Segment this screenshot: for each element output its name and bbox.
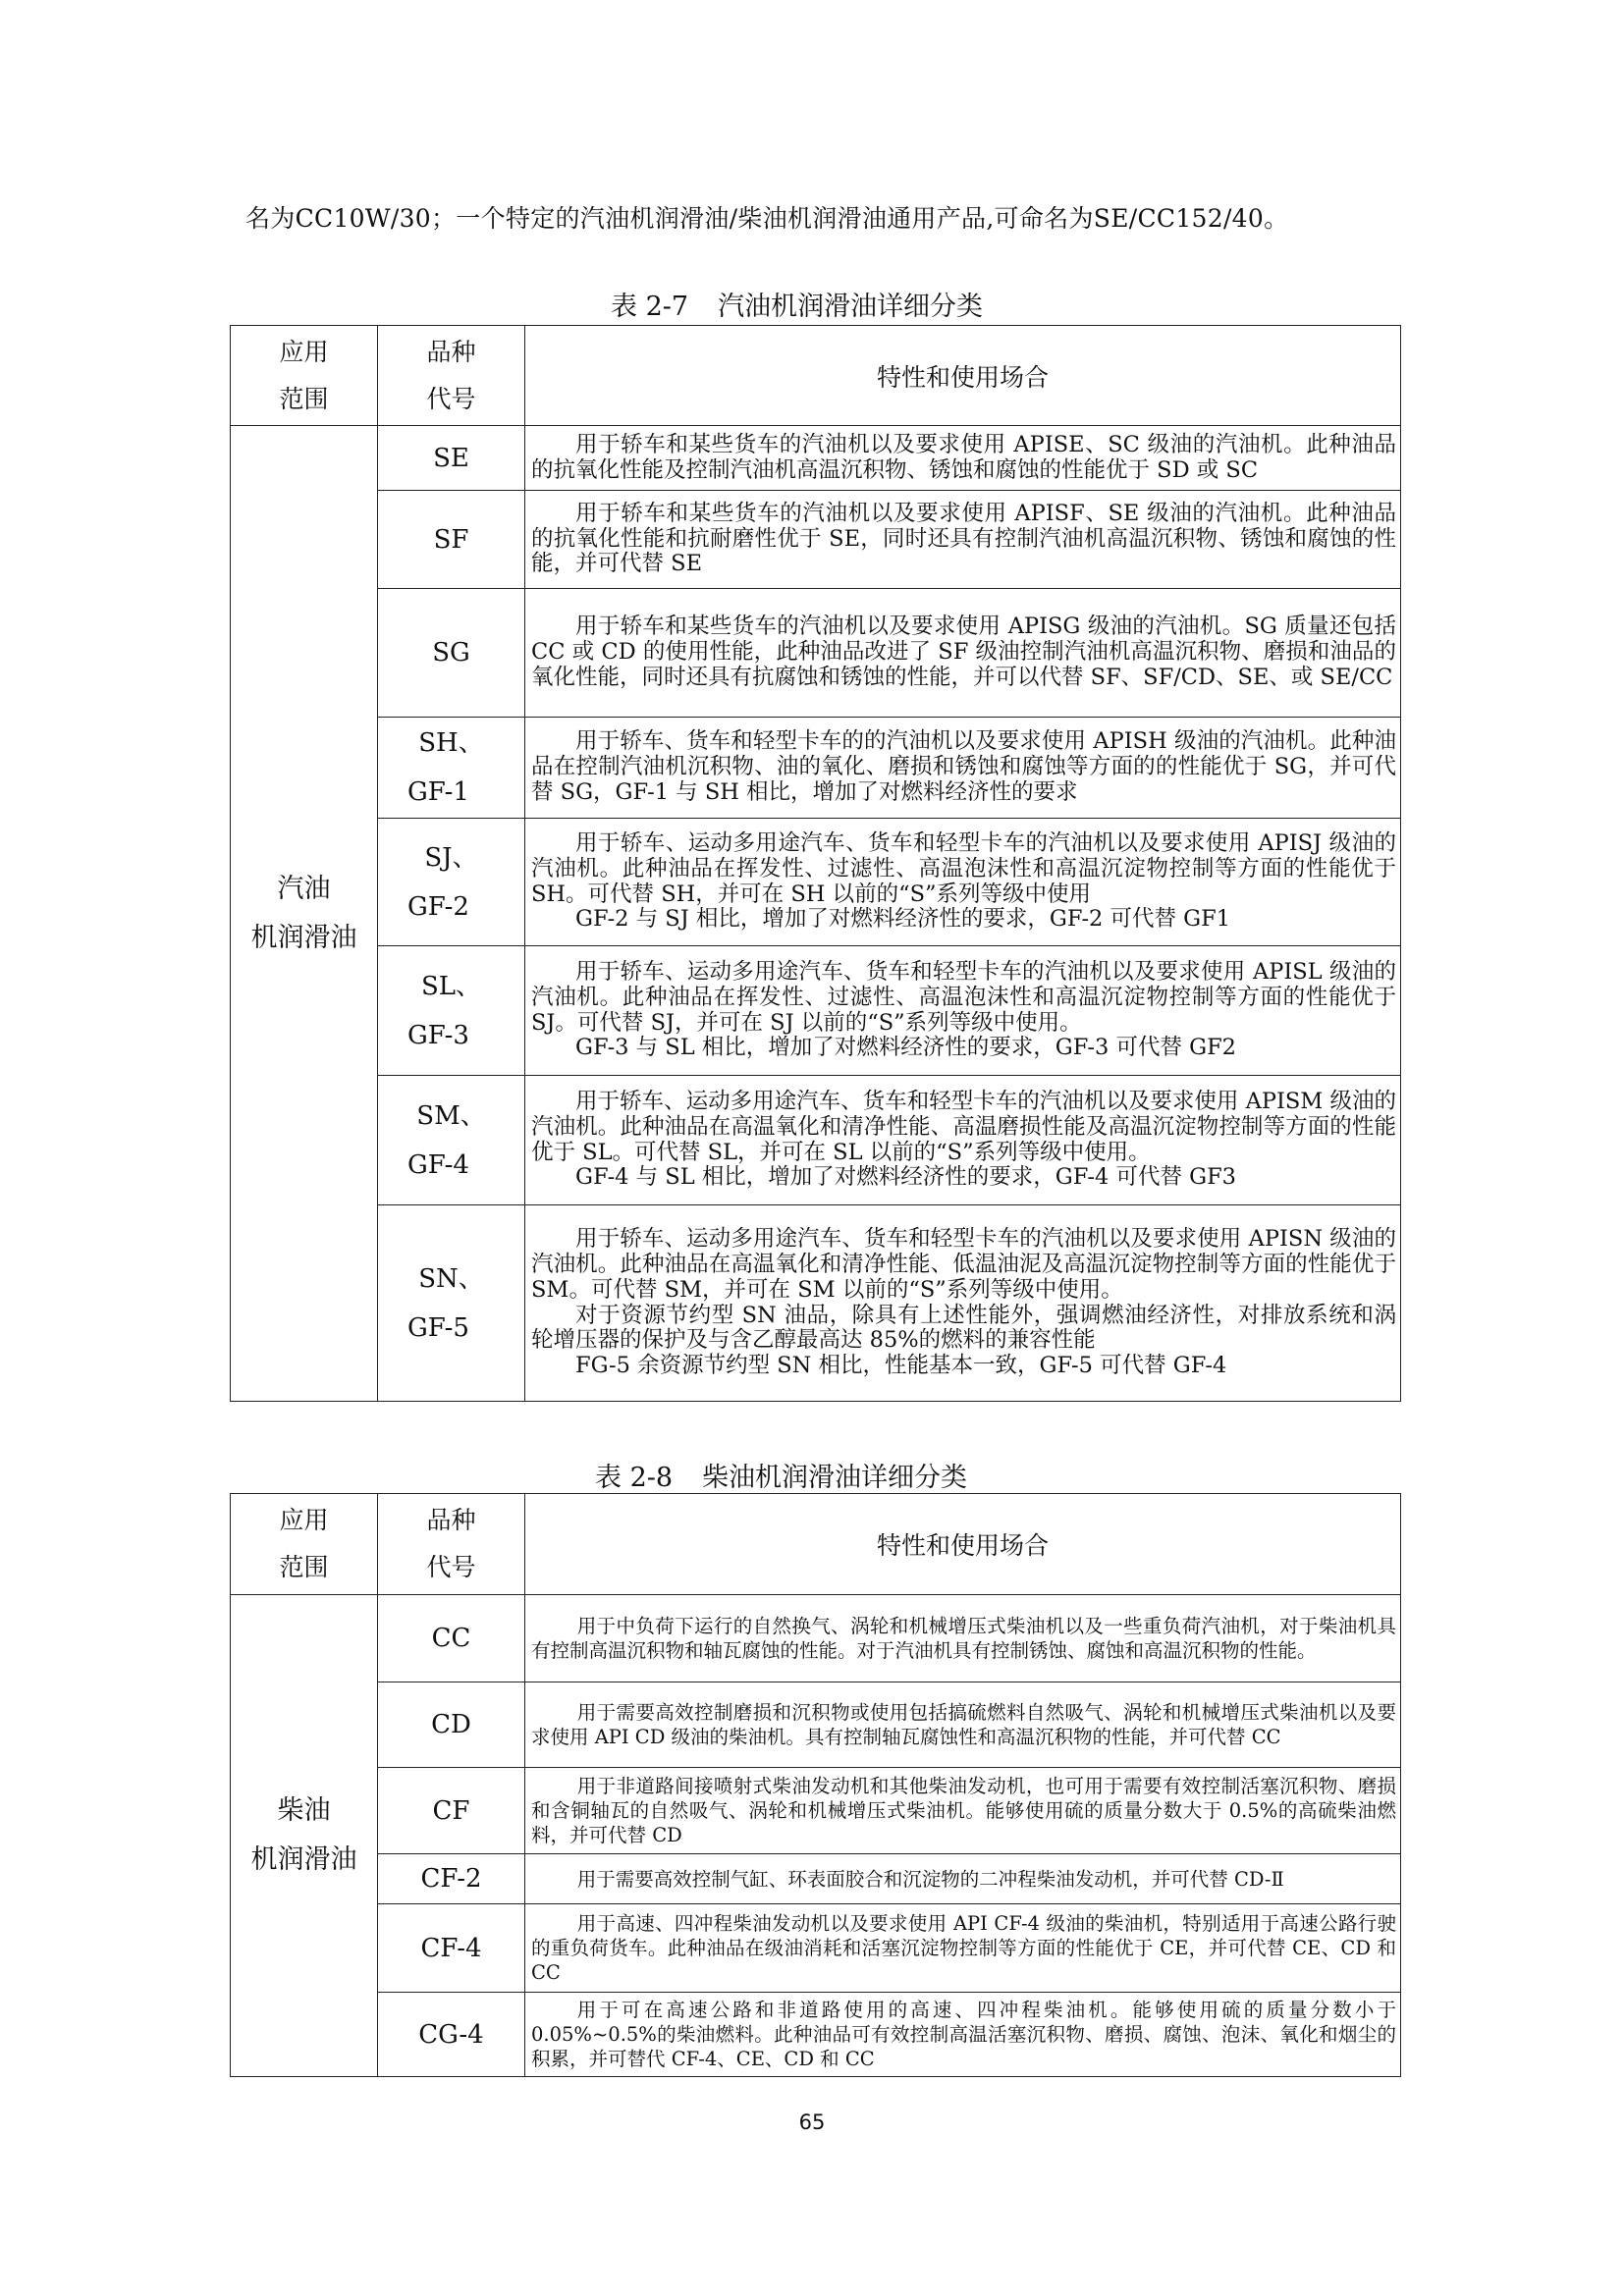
table-header-row — [231, 326, 1401, 426]
header-scope — [231, 326, 378, 426]
table-row — [231, 819, 1401, 946]
intro-paragraph: 名为CC10W/30；一个特定的汽油机润滑油/柴油机润滑油通用产品,可命名为SE/CC152/40。 — [245, 204, 1289, 233]
header-code-line2: 代号 — [426, 1553, 476, 1581]
code-cell — [378, 718, 525, 819]
table1-caption-number: 表 2-7 — [611, 292, 689, 322]
desc-cell — [525, 1076, 1401, 1205]
table-row — [231, 1993, 1401, 2077]
header-scope — [231, 1494, 378, 1595]
code-cell — [378, 1904, 525, 1993]
scope-line1: 汽油 — [277, 873, 331, 904]
desc-paragraph: 用于轿车、运动多用途汽车、货车和轻型卡车的汽油机以及要求使用 APISJ 级油的汽油机。此种油品在挥发性、过滤性、高温泡沫性和高温沉淀物控制等方面的性能优于 SH。可代替 SH，并可在 SH 以前的“S”系列等级中使用 — [531, 829, 1396, 907]
table-row — [231, 1768, 1401, 1854]
code-cell — [378, 426, 525, 491]
desc-paragraph: 用于轿车、运动多用途汽车、货车和轻型卡车的汽油机以及要求使用 APISL 级油的汽油机。此种油品在挥发性、过滤性、高温泡沫性和高温沉淀物控制等方面的性能优于 SJ。可代替 SJ，并可在 SJ 以前的“S”系列等级中使用。 — [531, 958, 1396, 1036]
desc-paragraph: GF-2 与 SJ 相比，增加了对燃料经济性的要求，GF-2 可代替 GF1 — [575, 906, 1231, 933]
header-scope-line1: 应用 — [279, 1506, 329, 1534]
desc-paragraph: 用于中负荷下运行的自然换气、涡轮和机械增压式柴油机以及一些重负荷汽油机，对于柴油机具有控制高温沉积物和轴瓦腐蚀的性能。对于汽油机具有控制锈蚀、腐蚀和高温沉积物的性能。 — [531, 1615, 1396, 1662]
header-code-line1: 品种 — [426, 337, 476, 366]
code-cell — [378, 1854, 525, 1904]
desc-cell — [525, 1854, 1401, 1904]
code-cell — [378, 589, 525, 718]
header-code-line2: 代号 — [426, 384, 476, 413]
scope-line2: 机润滑油 — [250, 922, 357, 953]
code-line2: GF-3 — [407, 1020, 469, 1050]
table-row — [231, 1205, 1401, 1402]
code-line1: SL、 — [420, 971, 482, 1001]
desc-cell — [525, 1993, 1401, 2077]
desc-cell — [525, 1595, 1401, 1682]
desc-paragraph: FG-5 余资源节约型 SN 相比，性能基本一致，GF-5 可代替 GF-4 — [575, 1353, 1227, 1379]
desc-paragraph: 用于轿车和某些货车的汽油机以及要求使用 APISF、SE 级油的汽油机。此种油品的抗氧化性能和抗耐磨性优于 SE，同时还具有控制汽油机高温沉积物、锈蚀和腐蚀的性能，并可代替 SE — [531, 500, 1396, 577]
table-row — [231, 946, 1401, 1076]
desc-paragraph: GF-4 与 SL 相比，增加了对燃料经济性的要求，GF-4 可代替 GF3 — [575, 1164, 1237, 1191]
desc-paragraph: 用于轿车、运动多用途汽车、货车和轻型卡车的汽油机以及要求使用 APISM 级油的汽油机。此种油品在高温氧化和清净性能、高温磨损性能及高温沉淀物控制等方面的性能优于 SL。可代替 SL，并可在 SL 以前的“S”系列等级中使用。 — [531, 1088, 1396, 1165]
desc-cell — [525, 1682, 1401, 1768]
header-code — [378, 1494, 525, 1595]
desc-paragraph: 对于资源节约型 SN 油品，除具有上述性能外，强调燃油经济性，对排放系统和涡轮增压器的保护及与含乙醇最高达 85%的燃料的兼容性能 — [531, 1302, 1396, 1354]
code-line1: CF-2 — [420, 1864, 482, 1894]
scope-line1: 柴油 — [277, 1795, 331, 1826]
desc-paragraph: 用于轿车、运动多用途汽车、货车和轻型卡车的汽油机以及要求使用 APISN 级油的汽油机。此种油品在高温氧化和清净性能、低温油泥及高温沉淀物控制等方面的性能优于 SM。可代替 SM，并可在 SM 以前的“S”系列等级中使用。 — [531, 1226, 1396, 1303]
gasoline-oil-table — [230, 325, 1401, 1402]
scope-cell — [231, 426, 378, 1402]
desc-cell — [525, 819, 1401, 946]
table-row — [231, 491, 1401, 589]
table-row — [231, 1854, 1401, 1904]
header-scope-line1: 应用 — [279, 337, 329, 366]
table-row — [231, 1904, 1401, 1993]
code-cell — [378, 1682, 525, 1768]
code-line1: SF — [433, 524, 469, 555]
desc-paragraph: 用于可在高速公路和非道路使用的高速、四冲程柴油机。能够使用硫的质量分数小于 0.05%~0.5%的柴油燃料。此种油品可有效控制高温活塞沉积物、磨损、腐蚀、泡沫、氧化和烟尘的积累，并可替代 CF-4、CE、CD 和 CC — [531, 1999, 1396, 2070]
desc-cell — [525, 718, 1401, 819]
code-cell — [378, 1205, 525, 1402]
table-row — [231, 1682, 1401, 1768]
table-row — [231, 426, 1401, 491]
header-code — [378, 326, 525, 426]
table-row — [231, 1076, 1401, 1205]
code-line2: GF-2 — [407, 891, 469, 922]
header-desc: 特性和使用场合 — [525, 1494, 1401, 1595]
header-scope-line2: 范围 — [279, 1553, 329, 1581]
desc-cell — [525, 589, 1401, 718]
code-cell — [378, 1595, 525, 1682]
table1-caption-title: 汽油机润滑油详细分类 — [718, 292, 984, 322]
table2-caption-title: 柴油机润滑油详细分类 — [702, 1463, 968, 1493]
diesel-oil-table — [230, 1493, 1401, 2077]
desc-paragraph: 用于高速、四冲程柴油发动机以及要求使用 API CF-4 级油的柴油机，特别适用于高速公路行驶的重负荷货车。此种油品在级油消耗和活塞沉淀物控制等方面的性能优于 CE，并可代替 CE、CD 和 CC — [531, 1912, 1396, 1984]
code-cell — [378, 1076, 525, 1205]
code-line2: GF-1 — [407, 777, 469, 807]
code-cell — [378, 819, 525, 946]
desc-paragraph: 用于轿车和某些货车的汽油机以及要求使用 APISG 级油的汽油机。SG 质量还包括 CC 或 CD 的使用性能，此种油品改进了 SF 级油控制汽油机高温沉积物、磨损和油品的氧化性能，同时还具有抗腐蚀和锈蚀的性能，并可以代替 SF、SF/CD、SE、或 SE/CC — [531, 614, 1396, 690]
desc-paragraph: 用于轿车、货车和轻型卡车的的汽油机以及要求使用 APISH 级油的汽油机。此种油品在控制汽油机沉积物、油的氧化、磨损和锈蚀和腐蚀等方面的的性能优于 SG，并可代替 SG，GF-1 与 SH 相比，增加了对燃料经济性的要求 — [531, 728, 1396, 805]
code-line1: SH、 — [418, 728, 484, 758]
code-line1: SG — [432, 638, 470, 667]
scope-line2: 机润滑油 — [250, 1844, 357, 1875]
code-line1: CC — [431, 1624, 471, 1653]
desc-paragraph: GF-3 与 SL 相比，增加了对燃料经济性的要求，GF-3 可代替 GF2 — [575, 1035, 1237, 1061]
desc-paragraph: 用于非道路间接喷射式柴油发动机和其他柴油发动机，也可用于需要有效控制活塞沉积物、磨损和含铜轴瓦的自然吸气、涡轮和机械增压式柴油机。能够使用硫的质量分数大于 0.5%的高硫柴油燃料，并可代替 CD — [531, 1775, 1396, 1846]
header-code-line1: 品种 — [426, 1506, 476, 1534]
table2-caption — [595, 1456, 967, 1494]
header-desc: 特性和使用场合 — [525, 326, 1401, 426]
table1-caption — [611, 285, 983, 323]
desc-paragraph: 用于轿车和某些货车的汽油机以及要求使用 APISE、SC 级油的汽油机。此种油品的抗氧化性能及控制汽油机高温沉积物、锈蚀和腐蚀的性能优于 SD 或 SC — [531, 431, 1396, 483]
scope-cell — [231, 1595, 378, 2077]
desc-paragraph: 用于需要高效控制气缸、环表面胶合和沉淀物的二冲程柴油发动机，并可代替 CD-Ⅱ — [576, 1867, 1284, 1891]
header-scope-line2: 范围 — [279, 384, 329, 413]
page-number: 65 — [798, 2110, 826, 2134]
code-line1: CG-4 — [418, 2019, 484, 2050]
code-line1: SE — [433, 443, 469, 473]
code-line1: SM、 — [416, 1100, 486, 1131]
desc-cell — [525, 491, 1401, 589]
desc-cell — [525, 1904, 1401, 1993]
code-cell — [378, 1993, 525, 2077]
desc-cell — [525, 946, 1401, 1076]
code-cell — [378, 1768, 525, 1854]
table-row — [231, 718, 1401, 819]
code-line1: SN、 — [418, 1263, 484, 1294]
table-header-row — [231, 1494, 1401, 1595]
desc-cell — [525, 426, 1401, 491]
table2-caption-number: 表 2-8 — [595, 1463, 674, 1493]
code-line1: CD — [431, 1710, 471, 1739]
code-line1: CF-4 — [420, 1933, 482, 1963]
desc-cell — [525, 1205, 1401, 1402]
code-line2: GF-5 — [407, 1312, 469, 1343]
desc-cell — [525, 1768, 1401, 1854]
code-cell — [378, 946, 525, 1076]
table-row — [231, 1595, 1401, 1682]
desc-paragraph: 用于需要高效控制磨损和沉积物或使用包括搞硫燃料自然吸气、涡轮和机械增压式柴油机以及要求使用 API CD 级油的柴油机。具有控制轴瓦腐蚀性和高温沉积物的性能，并可代替 CC — [531, 1701, 1396, 1748]
code-line2: GF-4 — [407, 1149, 469, 1180]
table-row — [231, 589, 1401, 718]
code-line1: CF — [432, 1795, 470, 1826]
code-cell — [378, 491, 525, 589]
code-line1: SJ、 — [424, 842, 478, 873]
